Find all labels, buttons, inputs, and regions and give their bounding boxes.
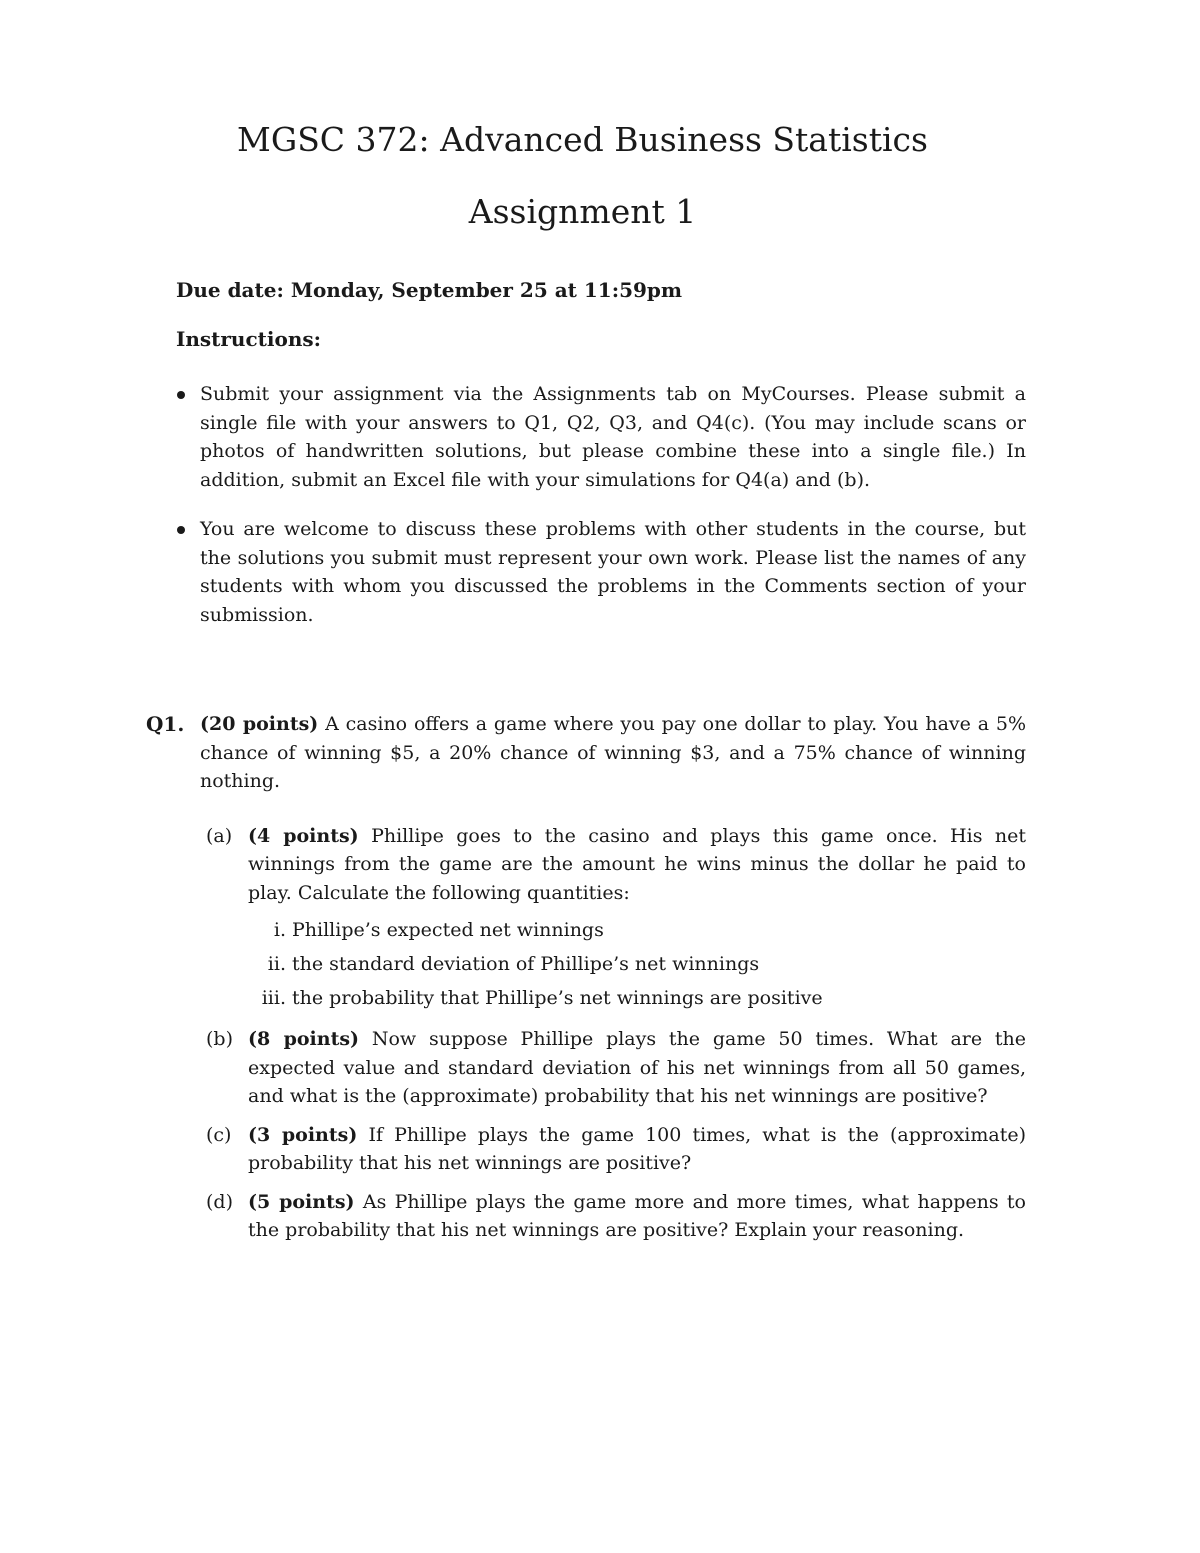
part-label: (c) bbox=[206, 1123, 232, 1146]
due-date: Due date: Monday, September 25 at 11:59pm bbox=[176, 278, 683, 302]
question-body: A casino offers a game where you pay one dollar to play. You have a 5% chance of winning $5, a 20% chance of winning $3, and a 75% chance of winning nothing. bbox=[200, 713, 1026, 792]
part-label: (a) bbox=[206, 824, 233, 847]
part-points: (8 points) bbox=[248, 1028, 360, 1050]
subpart-item bbox=[248, 981, 1026, 1015]
subpart-list bbox=[248, 913, 1026, 1015]
question-label: Q1. bbox=[146, 712, 185, 736]
subpart-text: the standard deviation of Phillipe’s net winnings bbox=[292, 953, 760, 975]
part-b bbox=[206, 1025, 1027, 1111]
part-text: If Phillipe plays the game 100 times, what is the (approximate) probability that his net winnings are positive? bbox=[248, 1123, 1026, 1174]
question-text bbox=[200, 710, 1026, 796]
part-points: (3 points) bbox=[248, 1123, 358, 1146]
instructions-list bbox=[176, 380, 1026, 650]
subpart-item bbox=[248, 913, 1026, 947]
instructions-heading: Instructions: bbox=[176, 327, 322, 351]
subpart-label: i. bbox=[273, 919, 286, 941]
question-1 bbox=[146, 710, 1026, 1255]
bullet-icon bbox=[177, 391, 185, 399]
subpart-label: iii. bbox=[261, 987, 286, 1009]
subpart-text: the probability that Phillipe’s net winnings are positive bbox=[292, 987, 823, 1009]
subpart-text: Phillipe’s expected net winnings bbox=[292, 919, 604, 941]
bullet-icon bbox=[177, 526, 185, 534]
instruction-item bbox=[176, 515, 1026, 629]
instruction-text: You are welcome to discuss these problems with other students in the course, but the solutions you submit must represent your own work. Please list the names of any students with whom you discussed the problems in the Comments section of your submission. bbox=[200, 518, 1026, 626]
instruction-item bbox=[176, 380, 1026, 494]
part-a bbox=[206, 822, 1026, 1016]
part-text: Phillipe goes to the casino and plays this game once. His net winnings from the game are the amount he wins minus the dollar he paid to play. Calculate the following quantities: bbox=[248, 824, 1026, 904]
part-text: As Phillipe plays the game more and more times, what happens to the probability that his net winnings are positive? Explain your reasoning. bbox=[248, 1190, 1027, 1241]
question-points: (20 points) bbox=[200, 713, 319, 735]
part-label: (d) bbox=[206, 1190, 233, 1213]
instruction-text: Submit your assignment via the Assignments tab on MyCourses. Please submit a single file with your answers to Q1, Q2, Q3, and Q4(c). (You may include scans or photos of handwritten solutions, but please combine these into a single file.) In addition, submit an Excel file with your simulations for Q4(a) and (b). bbox=[200, 383, 1026, 491]
part-c bbox=[206, 1121, 1026, 1178]
question-parts bbox=[146, 822, 1026, 1245]
part-d bbox=[206, 1188, 1027, 1245]
part-points: (5 points) bbox=[248, 1190, 355, 1213]
assignment-title: Assignment 1 bbox=[468, 192, 697, 231]
page-title: MGSC 372: Advanced Business Statistics bbox=[237, 120, 928, 159]
part-label: (b) bbox=[206, 1028, 233, 1050]
subpart-label: ii. bbox=[267, 953, 286, 975]
part-points: (4 points) bbox=[248, 824, 359, 847]
subpart-item bbox=[248, 947, 1026, 981]
part-text: Now suppose Phillipe plays the game 50 times. What are the expected value and standard deviation of his net winnings from all 50 games, and what is the (approximate) probability that his net winnings are positive? bbox=[248, 1028, 1027, 1107]
